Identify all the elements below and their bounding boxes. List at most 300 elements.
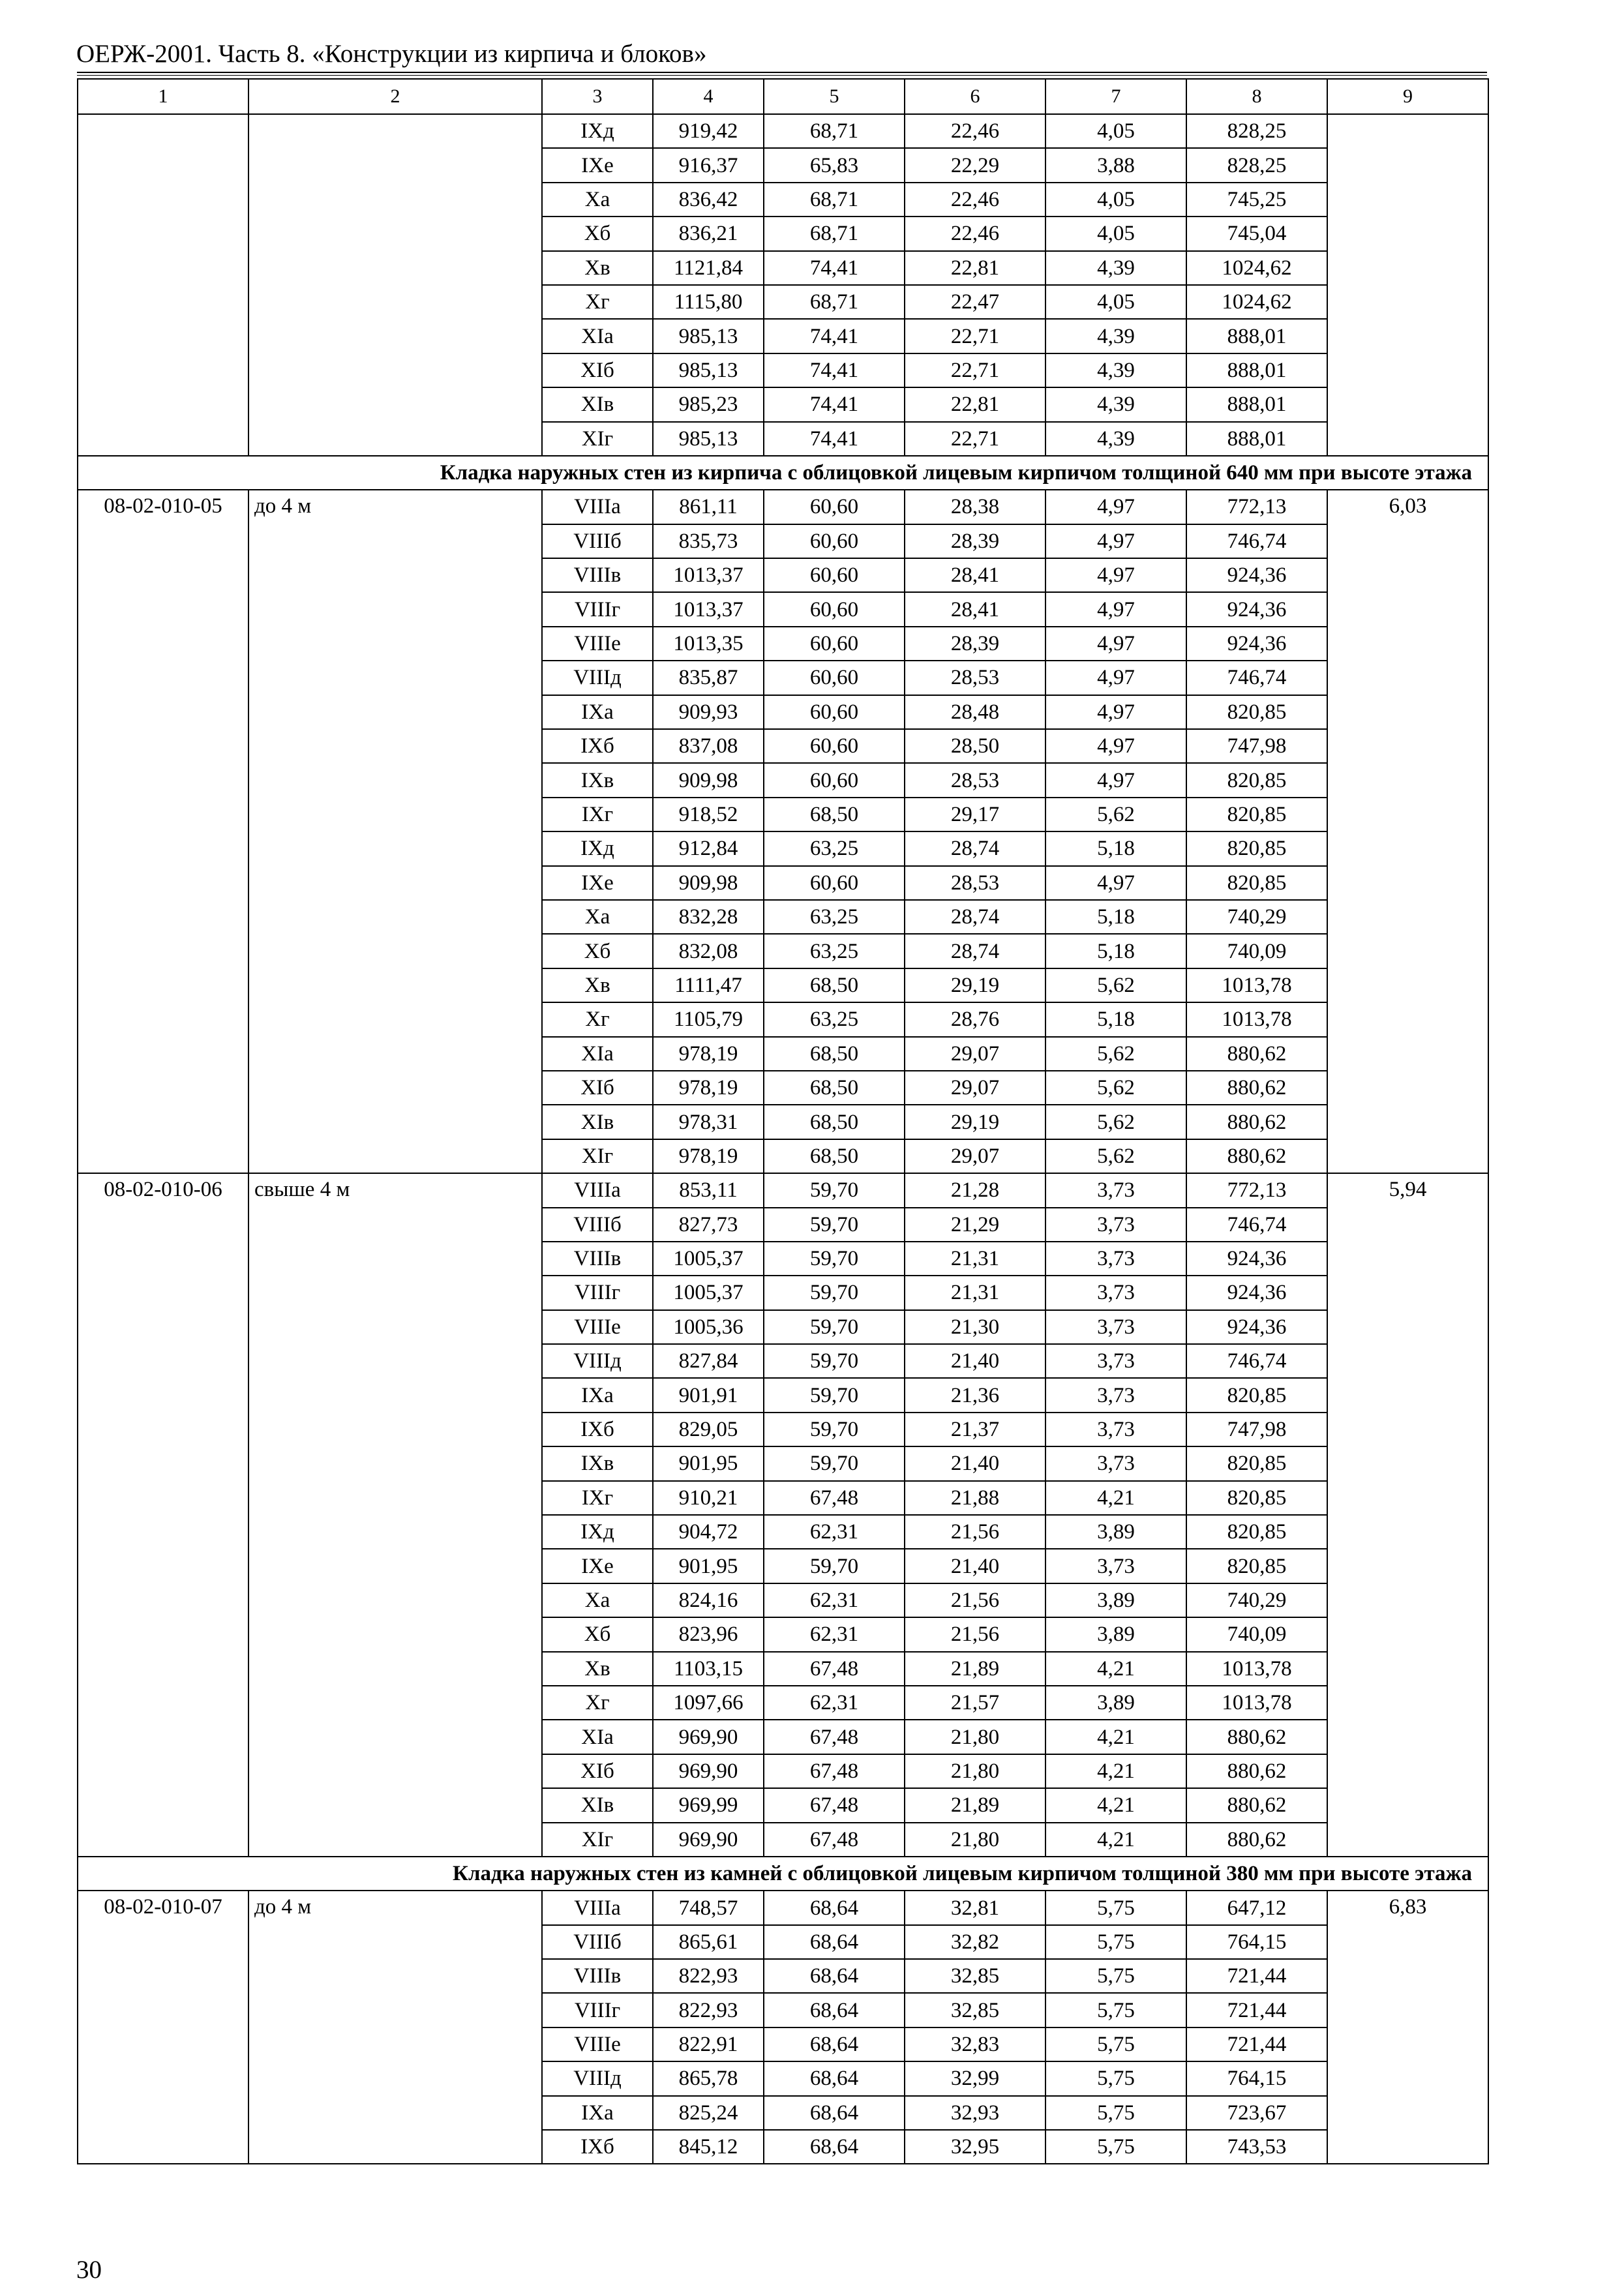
value-cell: 828,25: [1186, 148, 1327, 182]
value-cell: 828,25: [1186, 114, 1327, 148]
value-cell: 3,89: [1045, 1583, 1186, 1617]
value-cell: 880,62: [1186, 1139, 1327, 1173]
value-cell: 21,30: [905, 1310, 1045, 1344]
value-cell: 820,85: [1186, 695, 1327, 729]
value-cell: 4,21: [1045, 1720, 1186, 1754]
value-cell: 836,42: [653, 183, 764, 217]
value-cell: 740,09: [1186, 934, 1327, 968]
zone-cell: XIв: [542, 1788, 653, 1822]
value-cell: 68,71: [764, 114, 905, 148]
section-heading: Кладка наружных стен из камней с облицовкой лицевым кирпичом толщиной 380 мм при высоте этажа: [78, 1857, 1488, 1891]
value-cell: 68,71: [764, 217, 905, 250]
value-cell: 65,83: [764, 148, 905, 182]
zone-cell: IXа: [542, 695, 653, 729]
zone-cell: VIIIв: [542, 1242, 653, 1276]
value-cell: 3,73: [1045, 1344, 1186, 1378]
zone-cell: Xб: [542, 934, 653, 968]
zone-cell: XIг: [542, 1139, 653, 1173]
value-cell: 721,44: [1186, 1993, 1327, 2027]
value-cell: 29,07: [905, 1139, 1045, 1173]
value-cell: 836,21: [653, 217, 764, 250]
rate-code-cell: [78, 114, 248, 456]
value-cell: 4,39: [1045, 319, 1186, 353]
value-cell: 5,75: [1045, 2027, 1186, 2061]
value-cell: 740,09: [1186, 1617, 1327, 1651]
value-cell: 888,01: [1186, 319, 1327, 353]
value-cell: 1013,78: [1186, 1652, 1327, 1686]
value-cell: 743,53: [1186, 2130, 1327, 2164]
labor-norm-cell: 6,03: [1327, 490, 1488, 1173]
condition-cell: свыше 4 м: [248, 1173, 542, 1857]
value-cell: 820,85: [1186, 763, 1327, 797]
value-cell: 880,62: [1186, 1720, 1327, 1754]
value-cell: 4,05: [1045, 217, 1186, 250]
value-cell: 21,37: [905, 1413, 1045, 1446]
value-cell: 740,29: [1186, 1583, 1327, 1617]
zone-cell: XIг: [542, 1823, 653, 1857]
value-cell: 28,74: [905, 900, 1045, 934]
value-cell: 74,41: [764, 319, 905, 353]
zone-cell: IXг: [542, 1481, 653, 1515]
zone-cell: XIа: [542, 1037, 653, 1071]
value-cell: 820,85: [1186, 1446, 1327, 1480]
value-cell: 746,74: [1186, 1344, 1327, 1378]
value-cell: 4,21: [1045, 1788, 1186, 1822]
zone-cell: IXа: [542, 1378, 653, 1412]
value-cell: 59,70: [764, 1276, 905, 1309]
zone-cell: Xб: [542, 1617, 653, 1651]
value-cell: 68,64: [764, 1959, 905, 1993]
value-cell: 880,62: [1186, 1037, 1327, 1071]
value-cell: 825,24: [653, 2096, 764, 2130]
value-cell: 74,41: [764, 422, 905, 456]
value-cell: 969,90: [653, 1720, 764, 1754]
value-cell: 5,62: [1045, 968, 1186, 1002]
value-cell: 746,74: [1186, 1208, 1327, 1242]
zone-cell: Xа: [542, 183, 653, 217]
value-cell: 59,70: [764, 1413, 905, 1446]
value-cell: 5,75: [1045, 2096, 1186, 2130]
zone-cell: VIIIе: [542, 1310, 653, 1344]
value-cell: 68,64: [764, 1925, 905, 1959]
value-cell: 772,13: [1186, 1173, 1327, 1207]
value-cell: 745,04: [1186, 217, 1327, 250]
value-cell: 829,05: [653, 1413, 764, 1446]
value-cell: 880,62: [1186, 1105, 1327, 1139]
value-cell: 820,85: [1186, 798, 1327, 831]
zone-cell: VIIIа: [542, 1891, 653, 1924]
value-cell: 888,01: [1186, 387, 1327, 421]
value-cell: 4,39: [1045, 251, 1186, 285]
zone-cell: VIIIг: [542, 592, 653, 626]
value-cell: 32,81: [905, 1891, 1045, 1924]
value-cell: 4,21: [1045, 1823, 1186, 1857]
column-number-cell: 5: [764, 79, 905, 114]
zone-cell: XIв: [542, 387, 653, 421]
value-cell: 62,31: [764, 1617, 905, 1651]
value-cell: 21,28: [905, 1173, 1045, 1207]
zone-cell: XIа: [542, 1720, 653, 1754]
value-cell: 67,48: [764, 1823, 905, 1857]
value-cell: 824,16: [653, 1583, 764, 1617]
value-cell: 5,75: [1045, 2061, 1186, 2095]
value-cell: 822,93: [653, 1993, 764, 2027]
value-cell: 1005,37: [653, 1276, 764, 1309]
zone-cell: VIIIб: [542, 524, 653, 558]
condition-cell: [248, 114, 542, 456]
value-cell: 68,71: [764, 183, 905, 217]
value-cell: 924,36: [1186, 592, 1327, 626]
value-cell: 60,60: [764, 729, 905, 763]
zone-cell: VIIIа: [542, 490, 653, 524]
value-cell: 32,95: [905, 2130, 1045, 2164]
value-cell: 880,62: [1186, 1788, 1327, 1822]
value-cell: 721,44: [1186, 2027, 1327, 2061]
value-cell: 21,29: [905, 1208, 1045, 1242]
zone-cell: XIа: [542, 319, 653, 353]
zone-cell: IXб: [542, 1413, 653, 1446]
value-cell: 3,89: [1045, 1686, 1186, 1720]
value-cell: 1024,62: [1186, 285, 1327, 319]
value-cell: 924,36: [1186, 627, 1327, 661]
value-cell: 4,39: [1045, 422, 1186, 456]
value-cell: 3,73: [1045, 1276, 1186, 1309]
page-number: 30: [76, 2256, 102, 2284]
value-cell: 32,83: [905, 2027, 1045, 2061]
value-cell: 60,60: [764, 558, 905, 592]
zone-cell: IXа: [542, 2096, 653, 2130]
value-cell: 22,81: [905, 387, 1045, 421]
value-cell: 924,36: [1186, 1276, 1327, 1309]
value-cell: 68,64: [764, 2130, 905, 2164]
header-rule-thick: [77, 72, 1487, 73]
value-cell: 4,97: [1045, 627, 1186, 661]
value-cell: 888,01: [1186, 353, 1327, 387]
value-cell: 4,05: [1045, 183, 1186, 217]
value-cell: 4,05: [1045, 285, 1186, 319]
value-cell: 21,56: [905, 1583, 1045, 1617]
zone-cell: XIв: [542, 1105, 653, 1139]
value-cell: 21,40: [905, 1446, 1045, 1480]
value-cell: 835,87: [653, 661, 764, 695]
value-cell: 68,64: [764, 1891, 905, 1924]
value-cell: 28,41: [905, 558, 1045, 592]
value-cell: 3,73: [1045, 1446, 1186, 1480]
value-cell: 820,85: [1186, 831, 1327, 865]
value-cell: 59,70: [764, 1208, 905, 1242]
value-cell: 59,70: [764, 1378, 905, 1412]
value-cell: 21,80: [905, 1720, 1045, 1754]
value-cell: 865,61: [653, 1925, 764, 1959]
section-heading-row: [78, 1857, 1488, 1891]
value-cell: 5,75: [1045, 1993, 1186, 2027]
document-header-title: ОЕРЖ-2001. Часть 8. «Конструкции из кирпича и блоков»: [76, 40, 707, 68]
value-cell: 5,18: [1045, 900, 1186, 934]
value-cell: 32,85: [905, 1959, 1045, 1993]
value-cell: 901,95: [653, 1549, 764, 1583]
zone-cell: Xв: [542, 968, 653, 1002]
value-cell: 5,62: [1045, 1071, 1186, 1105]
value-cell: 919,42: [653, 114, 764, 148]
value-cell: 28,53: [905, 866, 1045, 900]
value-cell: 5,75: [1045, 2130, 1186, 2164]
value-cell: 21,89: [905, 1652, 1045, 1686]
zone-cell: VIIIг: [542, 1276, 653, 1309]
value-cell: 22,71: [905, 422, 1045, 456]
value-cell: 28,39: [905, 627, 1045, 661]
value-cell: 29,17: [905, 798, 1045, 831]
value-cell: 1097,66: [653, 1686, 764, 1720]
zone-cell: VIIIд: [542, 2061, 653, 2095]
value-cell: 60,60: [764, 695, 905, 729]
value-cell: 22,46: [905, 217, 1045, 250]
labor-norm-cell: 5,94: [1327, 1173, 1488, 1857]
value-cell: 820,85: [1186, 1549, 1327, 1583]
value-cell: 60,60: [764, 627, 905, 661]
value-cell: 4,97: [1045, 729, 1186, 763]
value-cell: 4,21: [1045, 1481, 1186, 1515]
value-cell: 32,85: [905, 1993, 1045, 2027]
value-cell: 3,73: [1045, 1549, 1186, 1583]
value-cell: 5,18: [1045, 934, 1186, 968]
zone-cell: Xв: [542, 1652, 653, 1686]
value-cell: 904,72: [653, 1515, 764, 1549]
value-cell: 21,80: [905, 1823, 1045, 1857]
value-cell: 28,53: [905, 661, 1045, 695]
value-cell: 1024,62: [1186, 251, 1327, 285]
value-cell: 68,50: [764, 798, 905, 831]
value-cell: 4,97: [1045, 524, 1186, 558]
zone-cell: IXд: [542, 831, 653, 865]
value-cell: 924,36: [1186, 1242, 1327, 1276]
value-cell: 880,62: [1186, 1823, 1327, 1857]
value-cell: 822,91: [653, 2027, 764, 2061]
zone-cell: VIIIб: [542, 1208, 653, 1242]
value-cell: 21,88: [905, 1481, 1045, 1515]
value-cell: 68,64: [764, 2027, 905, 2061]
rate-code-cell: 08-02-010-06: [78, 1173, 248, 1857]
column-number-cell: 4: [653, 79, 764, 114]
value-cell: 68,64: [764, 1993, 905, 2027]
value-cell: 28,53: [905, 763, 1045, 797]
value-cell: 67,48: [764, 1754, 905, 1788]
value-cell: 59,70: [764, 1242, 905, 1276]
zone-cell: IXд: [542, 1515, 653, 1549]
price-table: [77, 78, 1489, 2164]
value-cell: 74,41: [764, 251, 905, 285]
value-cell: 3,73: [1045, 1310, 1186, 1344]
section-heading: Кладка наружных стен из кирпича с облицовкой лицевым кирпичом толщиной 640 мм при высоте этажа: [78, 456, 1488, 490]
value-cell: 63,25: [764, 900, 905, 934]
value-cell: 1013,37: [653, 558, 764, 592]
value-cell: 827,73: [653, 1208, 764, 1242]
value-cell: 1013,35: [653, 627, 764, 661]
value-cell: 901,91: [653, 1378, 764, 1412]
rate-code-cell: 08-02-010-05: [78, 490, 248, 1173]
value-cell: 67,48: [764, 1652, 905, 1686]
value-cell: 969,90: [653, 1823, 764, 1857]
zone-cell: IXв: [542, 1446, 653, 1480]
zone-cell: XIб: [542, 1754, 653, 1788]
zone-cell: VIIIг: [542, 1993, 653, 2027]
value-cell: 1005,37: [653, 1242, 764, 1276]
value-cell: 901,95: [653, 1446, 764, 1480]
value-cell: 22,47: [905, 285, 1045, 319]
value-cell: 21,31: [905, 1276, 1045, 1309]
value-cell: 3,89: [1045, 1515, 1186, 1549]
value-cell: 746,74: [1186, 524, 1327, 558]
zone-cell: IXе: [542, 866, 653, 900]
value-cell: 823,96: [653, 1617, 764, 1651]
value-cell: 5,62: [1045, 1105, 1186, 1139]
value-cell: 745,25: [1186, 183, 1327, 217]
value-cell: 21,80: [905, 1754, 1045, 1788]
value-cell: 59,70: [764, 1310, 905, 1344]
value-cell: 28,74: [905, 831, 1045, 865]
value-cell: 909,93: [653, 695, 764, 729]
value-cell: 60,60: [764, 490, 905, 524]
value-cell: 865,78: [653, 2061, 764, 2095]
value-cell: 1013,78: [1186, 968, 1327, 1002]
value-cell: 985,13: [653, 319, 764, 353]
value-cell: 28,39: [905, 524, 1045, 558]
value-cell: 21,40: [905, 1344, 1045, 1378]
value-cell: 4,97: [1045, 695, 1186, 729]
column-number-cell: 9: [1327, 79, 1488, 114]
value-cell: 861,11: [653, 490, 764, 524]
column-number-cell: 1: [78, 79, 248, 114]
zone-cell: VIIIд: [542, 1344, 653, 1378]
value-cell: 837,08: [653, 729, 764, 763]
value-cell: 924,36: [1186, 1310, 1327, 1344]
value-cell: 969,90: [653, 1754, 764, 1788]
zone-cell: IXг: [542, 798, 653, 831]
zone-cell: XIб: [542, 353, 653, 387]
value-cell: 1115,80: [653, 285, 764, 319]
value-cell: 59,70: [764, 1549, 905, 1583]
value-cell: 68,50: [764, 1071, 905, 1105]
value-cell: 3,73: [1045, 1413, 1186, 1446]
value-cell: 845,12: [653, 2130, 764, 2164]
value-cell: 1013,78: [1186, 1686, 1327, 1720]
value-cell: 59,70: [764, 1344, 905, 1378]
value-cell: 28,38: [905, 490, 1045, 524]
value-cell: 5,75: [1045, 1925, 1186, 1959]
value-cell: 912,84: [653, 831, 764, 865]
value-cell: 74,41: [764, 353, 905, 387]
value-cell: 1121,84: [653, 251, 764, 285]
value-cell: 4,97: [1045, 763, 1186, 797]
zone-cell: Xг: [542, 1002, 653, 1036]
table-row: [78, 1173, 1488, 1207]
table-row: [78, 1891, 1488, 1924]
header-rule-thin: [77, 75, 1487, 76]
table-row: [78, 490, 1488, 524]
value-cell: 63,25: [764, 831, 905, 865]
value-cell: 909,98: [653, 763, 764, 797]
value-cell: 59,70: [764, 1173, 905, 1207]
value-cell: 3,73: [1045, 1242, 1186, 1276]
value-cell: 29,07: [905, 1037, 1045, 1071]
value-cell: 820,85: [1186, 866, 1327, 900]
value-cell: 1005,36: [653, 1310, 764, 1344]
value-cell: 4,39: [1045, 353, 1186, 387]
value-cell: 28,48: [905, 695, 1045, 729]
value-cell: 5,62: [1045, 798, 1186, 831]
value-cell: 62,31: [764, 1583, 905, 1617]
value-cell: 918,52: [653, 798, 764, 831]
zone-cell: VIIIв: [542, 558, 653, 592]
value-cell: 820,85: [1186, 1515, 1327, 1549]
zone-cell: Xг: [542, 1686, 653, 1720]
value-cell: 985,13: [653, 353, 764, 387]
column-number-cell: 3: [542, 79, 653, 114]
zone-cell: VIIIд: [542, 661, 653, 695]
value-cell: 820,85: [1186, 1481, 1327, 1515]
value-cell: 67,48: [764, 1720, 905, 1754]
value-cell: 4,21: [1045, 1754, 1186, 1788]
value-cell: 68,50: [764, 968, 905, 1002]
value-cell: 969,99: [653, 1788, 764, 1822]
value-cell: 68,50: [764, 1037, 905, 1071]
value-cell: 60,60: [764, 866, 905, 900]
value-cell: 74,41: [764, 387, 905, 421]
value-cell: 3,88: [1045, 148, 1186, 182]
column-number-cell: 7: [1045, 79, 1186, 114]
zone-cell: Xв: [542, 251, 653, 285]
value-cell: 60,60: [764, 763, 905, 797]
value-cell: 985,13: [653, 422, 764, 456]
value-cell: 32,93: [905, 2096, 1045, 2130]
zone-cell: IXв: [542, 763, 653, 797]
value-cell: 1105,79: [653, 1002, 764, 1036]
value-cell: 21,31: [905, 1242, 1045, 1276]
zone-cell: VIIIе: [542, 627, 653, 661]
value-cell: 32,99: [905, 2061, 1045, 2095]
value-cell: 4,05: [1045, 114, 1186, 148]
value-cell: 68,71: [764, 285, 905, 319]
condition-cell: до 4 м: [248, 1891, 542, 2164]
value-cell: 721,44: [1186, 1959, 1327, 1993]
value-cell: 21,89: [905, 1788, 1045, 1822]
value-cell: 21,36: [905, 1378, 1045, 1412]
value-cell: 60,60: [764, 661, 905, 695]
value-cell: 748,57: [653, 1891, 764, 1924]
value-cell: 22,29: [905, 148, 1045, 182]
value-cell: 1103,15: [653, 1652, 764, 1686]
value-cell: 22,71: [905, 319, 1045, 353]
zone-cell: VIIIе: [542, 2027, 653, 2061]
value-cell: 29,07: [905, 1071, 1045, 1105]
value-cell: 5,62: [1045, 1139, 1186, 1173]
value-cell: 29,19: [905, 1105, 1045, 1139]
zone-cell: Xг: [542, 285, 653, 319]
value-cell: 978,19: [653, 1071, 764, 1105]
value-cell: 22,46: [905, 114, 1045, 148]
value-cell: 985,23: [653, 387, 764, 421]
zone-cell: IXе: [542, 148, 653, 182]
column-number-cell: 6: [905, 79, 1045, 114]
section-heading-row: [78, 456, 1488, 490]
value-cell: 820,85: [1186, 1378, 1327, 1412]
rate-code-cell: 08-02-010-07: [78, 1891, 248, 2164]
zone-cell: VIIIа: [542, 1173, 653, 1207]
value-cell: 764,15: [1186, 2061, 1327, 2095]
value-cell: 747,98: [1186, 1413, 1327, 1446]
condition-cell: до 4 м: [248, 490, 542, 1173]
value-cell: 5,18: [1045, 1002, 1186, 1036]
value-cell: 59,70: [764, 1446, 905, 1480]
